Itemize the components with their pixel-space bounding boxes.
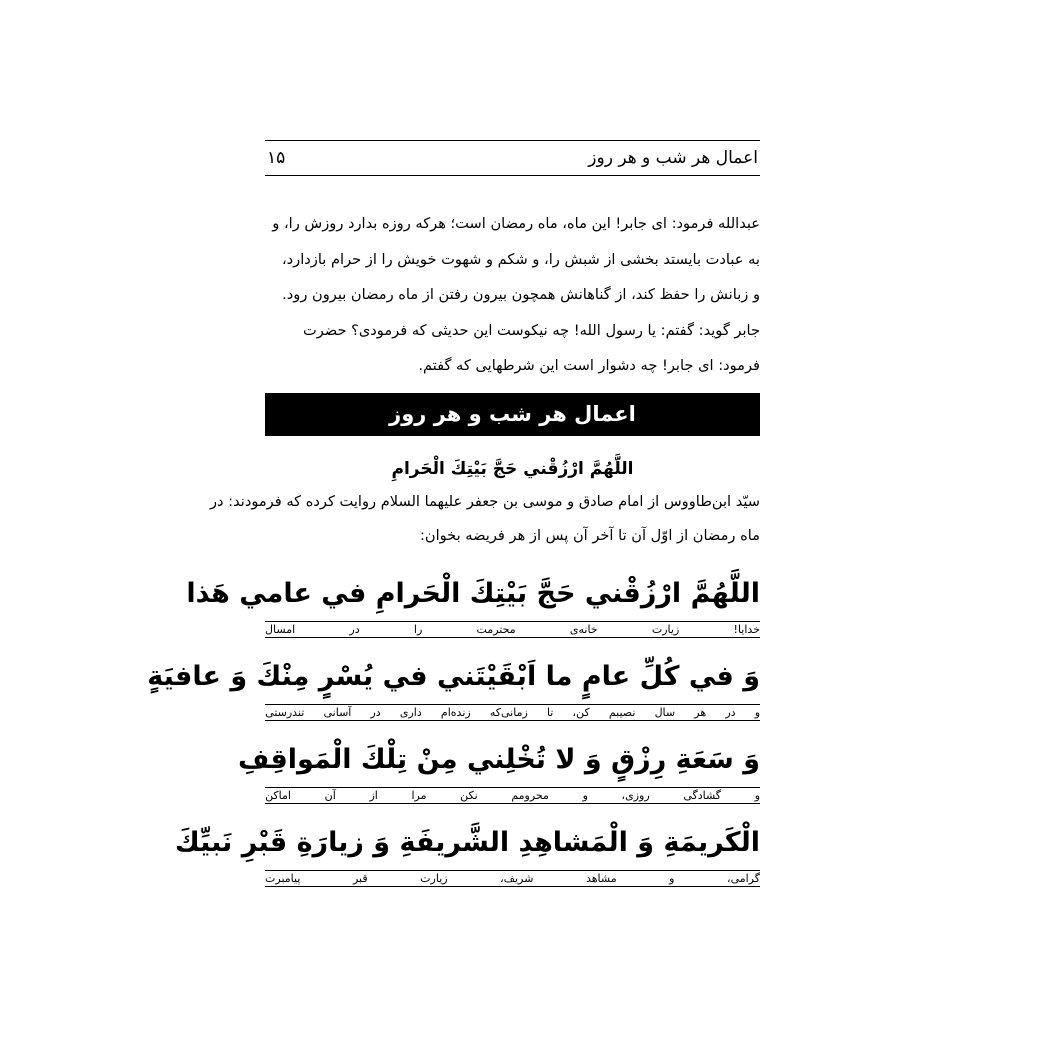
page-number: ۱۵	[267, 148, 286, 168]
translation-word: مرا	[411, 788, 427, 802]
intro-line: جابر گوید: گفتم: یا رسول الله! چه نیکوست این حدیثی که فرمودی؟ حضرت	[303, 321, 760, 339]
translation-word: خدایا!	[733, 622, 760, 636]
translation-word: شریف،	[500, 871, 534, 885]
prayer-arabic-line: اللَّهُمَّ ارْزُقْني حَجَّ بَيْتِكَ الْحَرامِ في عامي هَذا	[186, 577, 760, 609]
translation-word: محترمت	[476, 622, 516, 636]
translation-word: کن،	[572, 705, 590, 719]
prayer-translation-line	[265, 704, 760, 721]
translation-word: تندرستی	[265, 705, 305, 719]
translation-word: در	[349, 622, 360, 636]
translation-word: اماکن	[265, 788, 291, 802]
prayer-arabic-line: وَ في كُلِّ عامٍ ما اَبْقَيْتَني في يُسْرٍ مِنْكَ وَ عافيَةٍ	[147, 660, 760, 692]
translation-word: زیارت	[420, 871, 448, 885]
prayer-translation-line	[265, 870, 760, 887]
translation-word: آسانی	[323, 705, 352, 719]
translation-word: آن	[324, 788, 336, 802]
prayer-translation-line	[265, 621, 760, 638]
translation-word: در	[725, 705, 736, 719]
translation-word: پیامبرت	[265, 871, 301, 885]
translation-word: سال	[654, 705, 676, 719]
translation-word: و	[669, 871, 675, 885]
intro-line: به عبادت بایستد بخشی از شبش را، و شکم و شهوت خویش را از حرام بازدارد،	[281, 250, 760, 268]
header-title: اعمال هر شب و هر روز	[588, 148, 758, 168]
translation-word: در	[370, 705, 381, 719]
translation-word: زمانی‌که	[489, 705, 528, 719]
translation-word: مشاهد	[585, 871, 617, 885]
translation-word: تا	[546, 705, 554, 719]
translation-word: و	[754, 788, 760, 802]
translation-word: داری	[399, 705, 422, 719]
prayer-translation-line	[265, 787, 760, 804]
narration-line: ماه رمضان از اوّل آن تا آخر آن پس از هر فریضه بخوان:	[419, 526, 760, 544]
book-page	[147, 140, 760, 899]
translation-word: گشادگی	[683, 788, 722, 802]
prayer-arabic-line: الْكَريمَةِ وَ الْمَشاهِدِ الشَّريفَةِ وَ زيارَةِ قَبْرِ نَبيِّكَ	[174, 826, 760, 858]
translation-word: روزی،	[621, 788, 650, 802]
prayer-text	[147, 567, 760, 887]
prayer-arabic-line: وَ سَعَةِ رِزْقٍ وَ لا تُخْلِني مِنْ تِلْكَ الْمَواقِفِ	[237, 743, 760, 775]
intro-line: عبدالله فرمود: ای جابر! این ماه، ماه رمضان است؛ هرکه روزه بدارد روزش را، و	[272, 215, 760, 232]
intro-paragraph	[265, 206, 760, 384]
running-header	[265, 140, 760, 176]
narration-paragraph	[210, 485, 760, 553]
translation-word: نصیبم	[608, 705, 636, 719]
translation-word: خانه‌ی	[569, 622, 598, 636]
translation-word: امسال	[265, 622, 296, 636]
translation-word: و	[754, 705, 760, 719]
intro-line: و زبانش را حفظ کند، از گناهانش همچون بیرون رفتن از ماه رمضان بیرون رود.	[282, 286, 760, 303]
translation-word: زیارت	[651, 622, 680, 636]
translation-word: گرامی،	[727, 871, 760, 885]
translation-word: را	[413, 622, 423, 636]
translation-word: و	[582, 788, 588, 802]
translation-word: نکن	[460, 788, 478, 802]
narration-line: سیّد ابن‌طاووس از امام صادق و موسی بن جعفر علیهما السلام روایت کرده که فرمودند: در	[210, 492, 760, 510]
intro-line: فرمود: ای جابر! چه دشوار است این شرطهایی که گفتم.	[418, 357, 760, 374]
translation-word: قبر	[352, 871, 368, 885]
section-title-banner: اعمال هر شب و هر روز	[265, 393, 760, 436]
prayer-subheading: اللَّهُمَّ ارْزُقْني حَجَّ بَيْتِكَ الْحَرامِ	[391, 458, 634, 479]
translation-word: زنده‌ام	[440, 705, 471, 719]
translation-word: هر	[694, 705, 707, 719]
translation-word: محرومم	[511, 788, 549, 802]
translation-word: از	[369, 788, 378, 802]
